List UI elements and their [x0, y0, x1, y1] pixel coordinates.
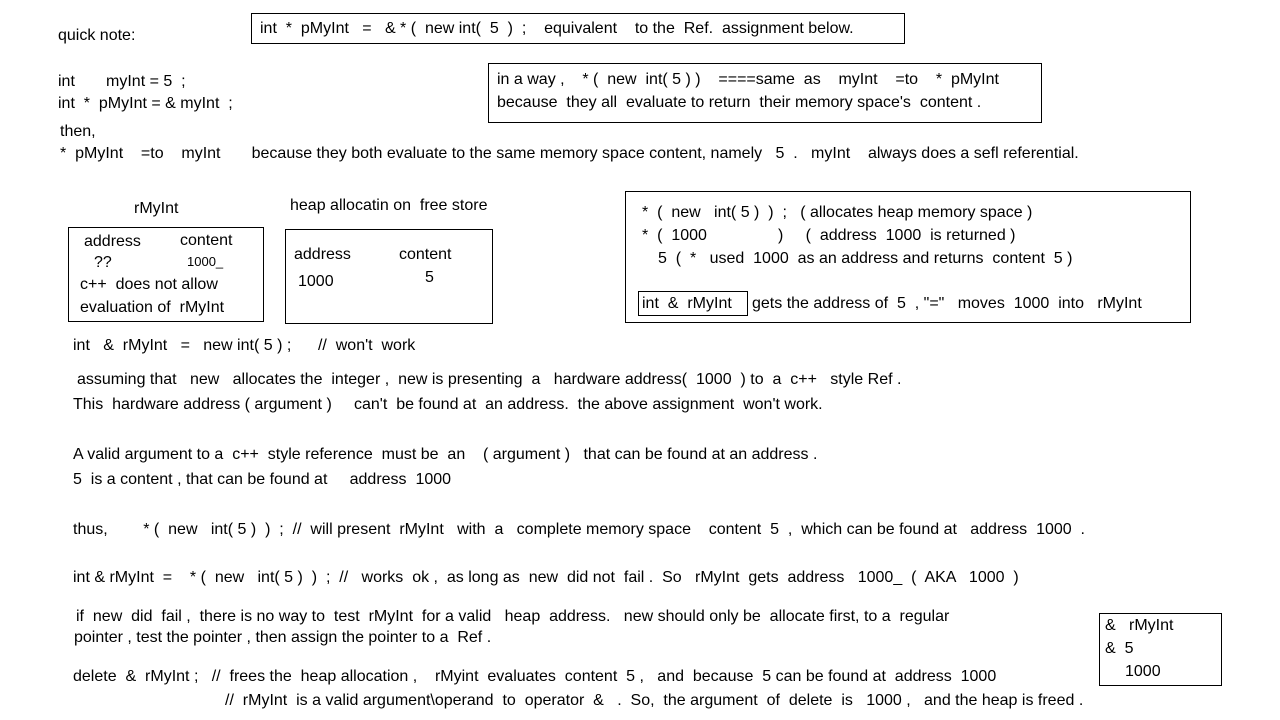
rmyint-content-value: 1000_ — [187, 254, 224, 269]
rmyint-content-header: content — [180, 232, 233, 249]
allocation-steps-box — [625, 191, 1191, 323]
works-ok-line: int & rMyInt = * ( new int( 5 ) ) ; // works ok , as long as new did not fail . So rMyInt gets address 1000_ ( AKA 1000 ) — [73, 569, 1019, 586]
allocation-step-3: 5 ( * used 1000 as an address and returns content 5 ) — [658, 250, 1073, 267]
in-a-way-box — [488, 63, 1042, 123]
valid-argument-line-2: 5 is a content , that can be found at address 1000 — [73, 471, 452, 488]
thus-line: thus, * ( new int( 5 ) ) ; // will present rMyInt with a complete memory space content 5 , which can be found at address 1000 . — [73, 521, 1085, 538]
rmyint-address-value: ?? — [94, 254, 112, 271]
allocation-step-4: gets the address of 5 , "=" moves 1000 into rMyInt — [752, 295, 1142, 312]
delete-line-1: delete & rMyInt ; // frees the heap allocation , rMyint evaluates content 5 , and because 5 can be found at address 1000 — [73, 668, 997, 685]
delete-line-2: // rMyInt is a valid argument\operand to operator & . So, the argument of delete is 1000 , and the heap is freed . — [225, 692, 1084, 709]
equivalence-box — [251, 13, 905, 44]
heap-content-value: 5 — [425, 269, 434, 286]
allocation-step-1: * ( new int( 5 ) ) ; ( allocates heap memory space ) — [642, 204, 1033, 221]
valid-argument-line-1: A valid argument to a c++ style reference must be an ( argument ) that can be found at an address . — [73, 446, 818, 463]
heap-address-header: address — [294, 246, 351, 263]
address-of-box — [1099, 613, 1222, 686]
ref-label: int & rMyInt — [642, 295, 732, 312]
assuming-line-2: This hardware address ( argument ) can't be found at an address. the above assignment won't work. — [73, 396, 823, 413]
in-a-way-line-1: in a way , * ( new int( 5 ) ) ====same as myInt =to * pMyInt — [497, 71, 999, 88]
rmyint-memory-box — [68, 227, 264, 322]
address-of-line-1: & rMyInt — [1105, 617, 1174, 634]
heap-address-value: 1000 — [298, 273, 334, 290]
then-label: then, — [60, 123, 96, 140]
fail-line-1: if new did fail , there is no way to test rMyInt for a valid heap address. new should only be allocate first, to a regular — [76, 608, 950, 625]
then-explanation: * pMyInt =to myInt because they both evaluate to the same memory space content, namely 5 . myInt always does a sefl referential. — [60, 145, 1079, 162]
fail-line-2: pointer , test the pointer , then assign the pointer to a Ref . — [74, 629, 492, 646]
assuming-line-1: assuming that new allocates the integer , new is presenting a hardware address( 1000 ) to a c++ style Ref . — [77, 371, 902, 388]
rmyint-note-line-2: evaluation of rMyInt — [80, 299, 225, 316]
heap-title: heap allocatin on free store — [290, 197, 488, 214]
in-a-way-line-2: because they all evaluate to return their memory space's content . — [497, 94, 982, 111]
heap-content-header: content — [399, 246, 452, 263]
declaration-line-1: int myInt = 5 ; — [58, 73, 186, 90]
quick-note-label: quick note: — [58, 27, 136, 44]
allocation-step-2: * ( 1000 ) ( address 1000 is returned ) — [642, 227, 1016, 244]
rmyint-note-line-1: c++ does not allow — [80, 276, 218, 293]
address-of-line-2: & 5 — [1105, 640, 1134, 657]
rmyint-address-header: address — [84, 233, 141, 250]
wont-work-line: int & rMyInt = new int( 5 ) ; // won't work — [73, 337, 416, 354]
equivalence-text: int * pMyInt = & * ( new int( 5 ) ; equivalent to the Ref. assignment below. — [260, 20, 854, 37]
address-of-line-3: 1000 — [1125, 663, 1161, 680]
heap-memory-box — [285, 229, 493, 324]
declaration-line-2: int * pMyInt = & myInt ; — [58, 95, 233, 112]
rmyint-title: rMyInt — [134, 200, 179, 217]
ref-label-box — [638, 291, 748, 316]
